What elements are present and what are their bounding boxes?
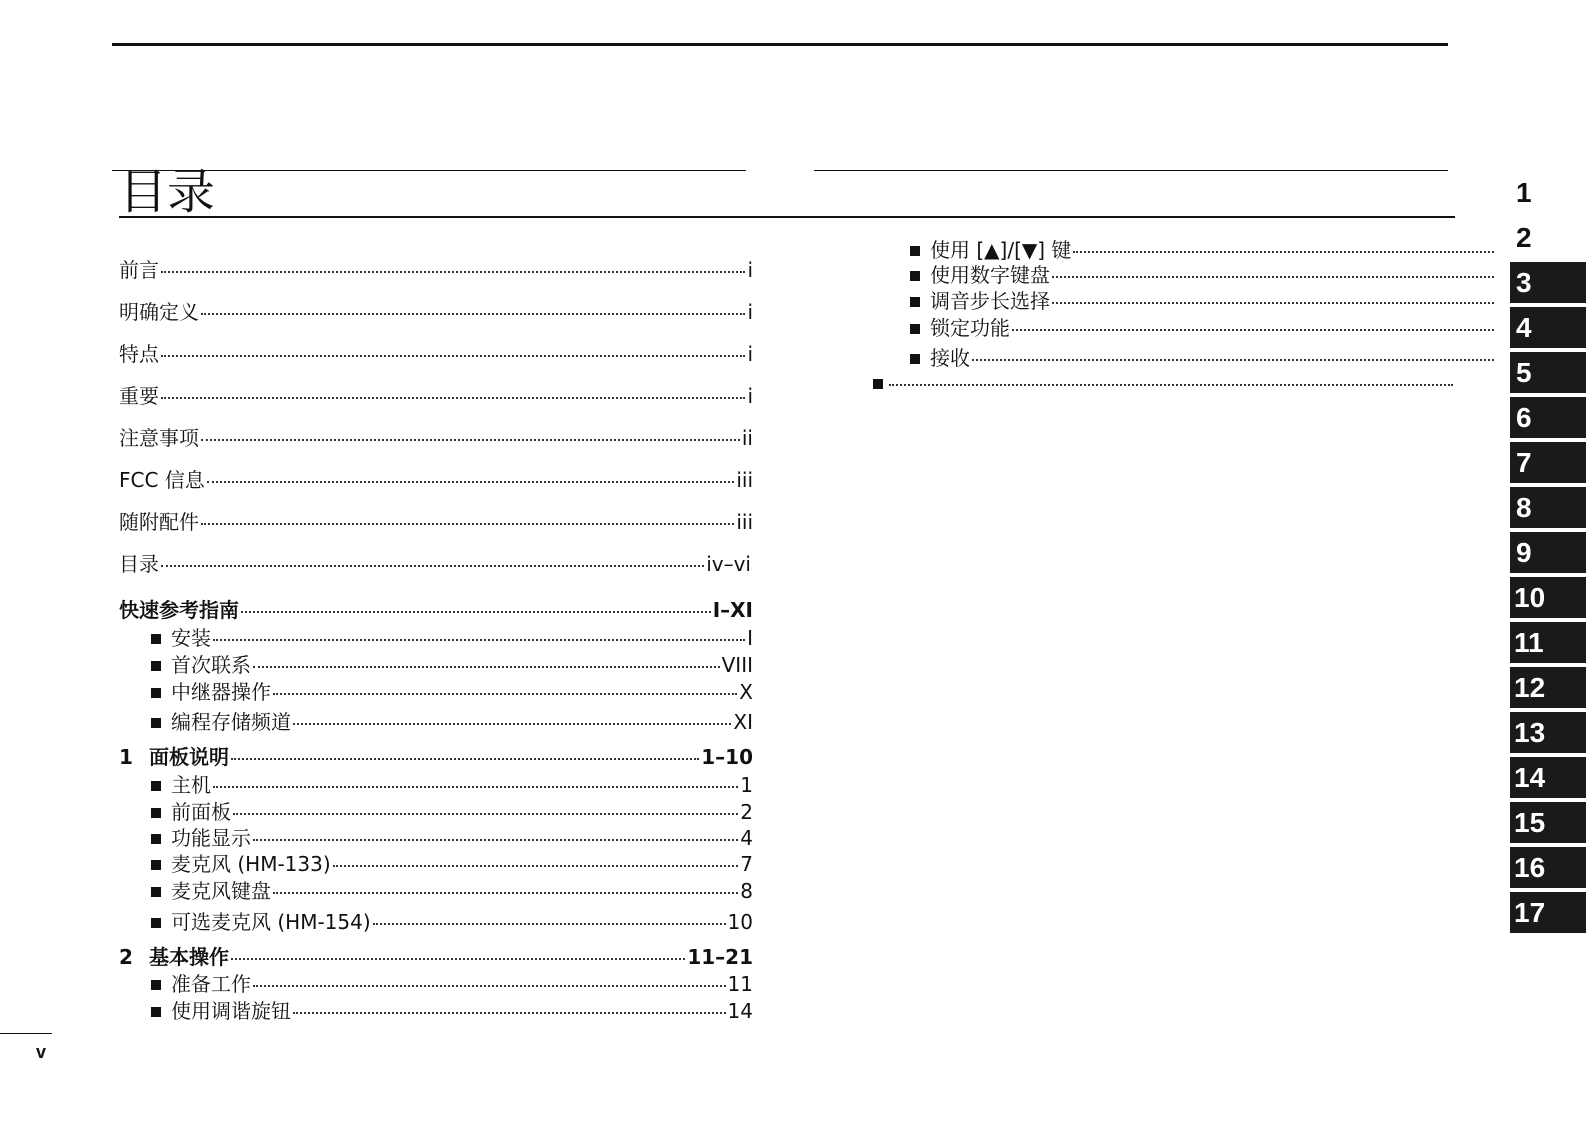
toc-entry-label: 注意事项 [119,426,199,450]
toc-entry-page: 11 [727,972,753,996]
toc-entry-label: 准备工作 [171,972,251,996]
toc-entry-label: 麦克风键盘 [171,879,271,903]
square-bullet-icon [910,271,920,281]
toc-sub-entry[interactable] [151,706,753,735]
dot-leader [273,693,737,695]
dot-leader [233,813,738,815]
dot-leader [231,958,685,960]
toc-entry-page: 14 [727,999,753,1023]
toc-section-quick-ref[interactable] [119,594,753,623]
toc-entry-label: 目录 [119,552,159,576]
dot-leader [161,271,745,273]
dot-leader [161,397,745,399]
toc-entry-label: 重要 [119,384,159,408]
chapter-tab-14[interactable]: 14 [1510,757,1586,798]
toc-entry-page: iii [736,510,753,534]
toc-entry-label: 安装 [171,626,211,650]
dot-leader [213,639,745,641]
toc-sub-entry[interactable] [910,285,1496,314]
chapter-tab-3[interactable]: 3 [1510,262,1586,303]
chapter-tab-11[interactable]: 11 [1510,622,1586,663]
chapter-tab-5[interactable]: 5 [1510,352,1586,393]
toc-section-number: 1 [119,745,133,769]
toc-entry-label: 可选麦克风 (HM-154) [171,910,371,934]
square-bullet-icon [151,688,161,698]
chapter-tabs [1510,172,1586,937]
dot-leader [201,523,734,525]
dot-leader [207,481,735,483]
page-number: v [36,1042,47,1062]
toc-entry[interactable] [119,380,753,409]
chapter-tab-7[interactable]: 7 [1510,442,1586,483]
toc-entry-label: 明确定义 [119,300,199,324]
toc-entry-label: 使用调谐旋钮 [171,999,291,1023]
toc-entry-page: 10 [727,910,753,934]
toc-entry[interactable] [119,338,753,367]
toc-sub-entry[interactable] [151,995,753,1024]
dot-leader [161,355,745,357]
toc-entry-page: iv–vi [706,552,751,576]
toc-entry-page: i [747,258,753,282]
toc-entry-label: 接收 [930,346,970,370]
toc-section-label: 面板说明 [149,745,229,769]
toc-entry[interactable] [119,464,753,493]
toc-sub-entry-empty[interactable] [873,380,1455,390]
chapter-tab-2[interactable]: 2 [1510,217,1586,258]
dot-leader [201,313,745,315]
toc-sub-entry[interactable] [910,312,1496,341]
toc-entry[interactable] [119,422,753,451]
toc-entry[interactable] [119,506,753,535]
toc-entry-label: 主机 [171,773,211,797]
dot-leader [161,565,704,567]
toc-entry[interactable] [119,254,753,283]
dot-leader [1073,251,1494,253]
chapter-tab-1[interactable]: 1 [1510,172,1586,213]
toc-sub-entry[interactable] [151,769,753,798]
toc-entry-page: VIII [721,653,753,677]
dot-leader [373,923,726,925]
toc-entry-page: 7 [740,852,753,876]
toc-entry[interactable] [119,548,751,577]
toc-entry-label: 使用数字键盘 [930,263,1050,287]
page-title: 目录 [119,164,216,220]
toc-entry-page: i [747,300,753,324]
square-bullet-icon [151,781,161,791]
dot-leader [972,359,1494,361]
toc-entry-page: 2 [740,800,753,824]
toc-entry-label: 麦克风 (HM-133) [171,852,331,876]
dot-leader [231,758,699,760]
toc-entry-page: i [747,342,753,366]
toc-sub-entry[interactable] [151,968,753,997]
chapter-tab-6[interactable]: 6 [1510,397,1586,438]
toc-sub-entry[interactable] [151,796,753,825]
toc-entry-label: 首次联系 [171,653,251,677]
chapter-tab-12[interactable]: 12 [1510,667,1586,708]
toc-entry-label: 中继器操作 [171,680,271,704]
toc-entry-label: 锁定功能 [930,316,1010,340]
dot-leader [253,985,726,987]
square-bullet-icon [910,297,920,307]
toc-sub-entry[interactable] [151,649,753,678]
chapter-tab-13[interactable]: 13 [1510,712,1586,753]
toc-entry-label: 使用 [▲]/[▼] 键 [930,238,1072,262]
dot-leader [1012,329,1494,331]
chapter-tab-8[interactable]: 8 [1510,487,1586,528]
square-bullet-icon [151,1007,161,1017]
toc-sub-entry[interactable] [151,906,753,935]
toc-section-page: 11–21 [687,945,753,969]
top-rule [112,43,1448,46]
square-bullet-icon [910,324,920,334]
square-bullet-icon [151,980,161,990]
title-top-rule-right [814,170,1448,171]
dot-leader [213,786,738,788]
toc-sub-entry[interactable] [910,259,1496,288]
toc-section-page: 1–10 [701,745,753,769]
chapter-tab-4[interactable]: 4 [1510,307,1586,348]
toc-section-1[interactable] [119,741,753,770]
toc-entry-page: i [747,384,753,408]
chapter-tab-17[interactable]: 17 [1510,892,1586,933]
dot-leader [333,865,739,867]
square-bullet-icon [151,808,161,818]
square-bullet-icon [151,661,161,671]
square-bullet-icon [873,379,883,389]
toc-entry-label: FCC 信息 [119,468,205,492]
toc-section-label: 基本操作 [149,945,229,969]
toc-entry-page: XI [733,710,753,734]
toc-entry-label: 功能显示 [171,826,251,850]
toc-sub-entry[interactable] [151,676,753,705]
toc-entry-page: ii [741,426,753,450]
toc-sub-entry[interactable] [151,622,753,651]
square-bullet-icon [151,718,161,728]
toc-entry-page: 1 [740,773,753,797]
dot-leader [1052,302,1494,304]
square-bullet-icon [151,860,161,870]
toc-section-2[interactable] [119,941,753,970]
toc-entry-label: 前言 [119,258,159,282]
dot-leader [241,611,711,613]
chapter-tab-10[interactable]: 10 [1510,577,1586,618]
chapter-tab-16[interactable]: 16 [1510,847,1586,888]
square-bullet-icon [910,246,920,256]
dot-leader [253,666,720,668]
toc-entry-page: iii [736,468,753,492]
toc-section-label: 快速参考指南 [119,598,239,622]
dot-leader [253,839,738,841]
toc-entry-label: 编程存储频道 [171,710,291,734]
toc-entry-label: 特点 [119,342,159,366]
toc-entry-page: I [747,626,753,650]
toc-entry-page: 8 [740,879,753,903]
dot-leader [293,1012,726,1014]
toc-entry-label: 前面板 [171,800,231,824]
toc-entry-page: X [739,680,753,704]
toc-sub-entry[interactable] [151,822,753,851]
toc-entry[interactable] [119,296,753,325]
square-bullet-icon [151,887,161,897]
chapter-tab-9[interactable]: 9 [1510,532,1586,573]
dot-leader [201,439,740,441]
toc-entry-page: 4 [740,826,753,850]
square-bullet-icon [151,634,161,644]
toc-section-page: I–XI [712,598,753,622]
toc-entry-label: 随附配件 [119,510,199,534]
dot-leader [889,384,1453,386]
dot-leader [293,723,731,725]
dot-leader [1052,276,1494,278]
dot-leader [273,892,738,894]
toc-sub-entry[interactable] [910,342,1496,371]
toc-entry-label: 调音步长选择 [930,289,1050,313]
title-bottom-rule [119,216,1455,218]
toc-sub-entry[interactable] [151,875,753,904]
chapter-tab-15[interactable]: 15 [1510,802,1586,843]
page-number-rule [0,1033,52,1034]
toc-section-number: 2 [119,945,133,969]
square-bullet-icon [151,918,161,928]
square-bullet-icon [910,354,920,364]
toc-sub-entry[interactable] [151,848,753,877]
square-bullet-icon [151,834,161,844]
